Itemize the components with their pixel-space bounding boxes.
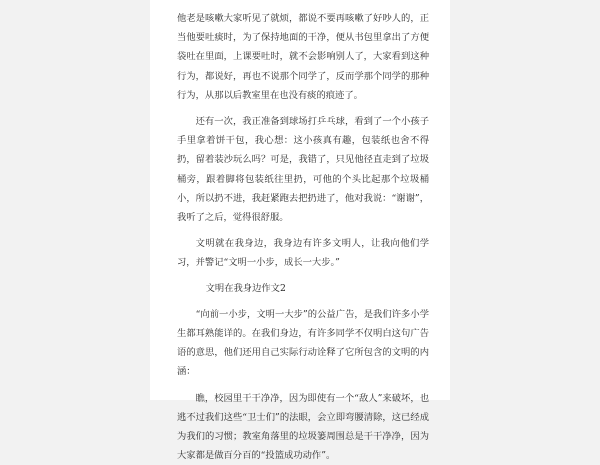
section-heading: 文明在我身边作文2 [205, 282, 286, 294]
paragraph-1: 他老是咳嗽大家听见了就烦，都说不要再咳嗽了好吵人的，正当他要吐痰时，为了保持地面的干净，便从书包里拿出了方便袋吐在里面，上课要吐时，就不会影响别人了，大家看到这种行为，都说好，再也不说那个同学了，反而学那个同学的那种行为，从那以后教室里在也没有痰的痕迹了。 [177, 13, 429, 101]
document-page [150, 0, 450, 462]
paragraph-4: “向前一小步，文明一大步”的公益广告，是我们许多小学生都耳熟能详的。在我们身边，有许多同学不仅明白这句广告语的意思，他们还用自己实际行动诠释了它所包含的文明的内涵： [177, 308, 429, 378]
document-content [177, 9, 429, 465]
paragraph-5: 瞧，校园里干干净净，因为即使有一个“敌人”来破坏，也逃不过我们这些“卫士们”的法眼，会立即弯腰清除，这已经成为我们的习惯；教室角落里的垃圾篓周围总是干干净净，因为大家都是做百分百的“投篮成功动作”。 [177, 392, 429, 462]
paragraph-3: 文明就在我身边，我身边有许多文明人，让我向他们学习，并警记“文明一小步，成长一大步。” [177, 238, 429, 269]
paragraph-2: 还有一次，我正准备到球场打乒乓球，看到了一个小孩子手里拿着饼干包，我心想：这小孩真有趣，包装纸也舍不得扔，留着装沙玩么吗？可是，我错了，只见他径直走到了垃圾桶旁，跟着脚将包装纸往里扔，可他的个头比起那个垃圾桶小，所以扔不进，我赶紧跑去把扔进了，他对我说：“谢谢”，我听了之后，觉得很舒服。 [177, 116, 429, 224]
